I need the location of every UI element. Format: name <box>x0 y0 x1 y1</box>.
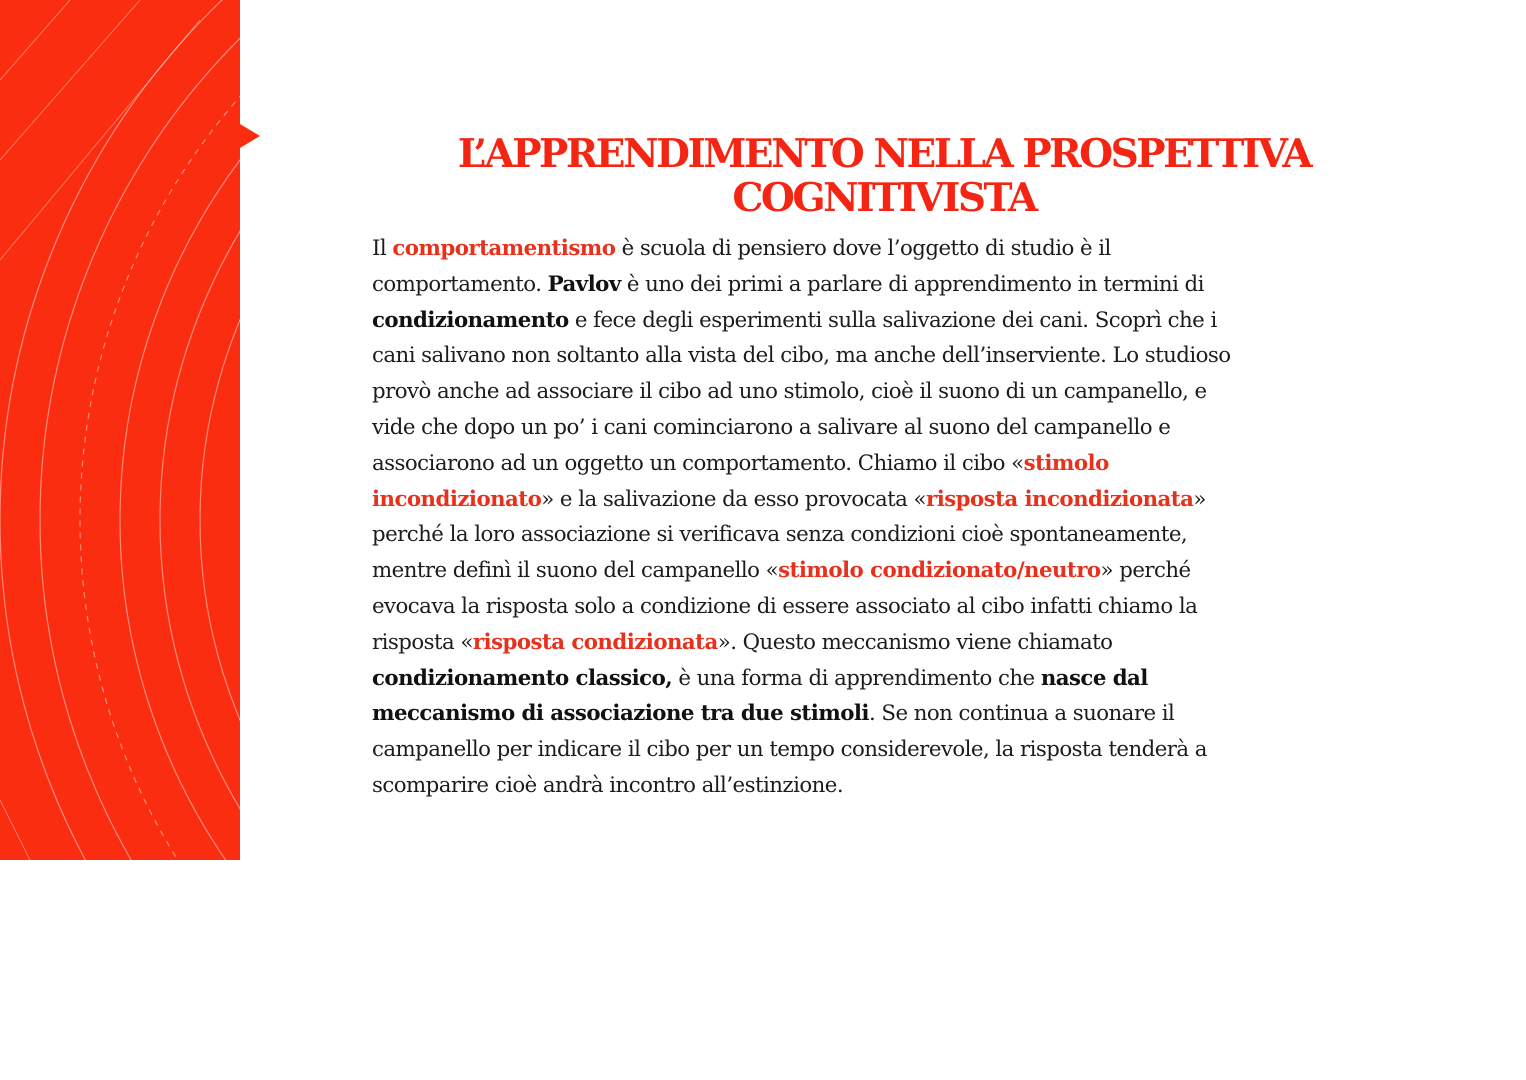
text-line: vide che dopo un po’ i cani cominciarono a salivare al suono del campanello e <box>372 414 1171 440</box>
term-stimolo-incondizionato-cont: incondizionato <box>372 486 542 512</box>
text-line: evocava la risposta solo a condizione di essere associato al cibo infatti chiamo la <box>372 593 1198 619</box>
term-meccanismo-associazione: meccanismo di associazione tra due stimoli <box>372 701 869 727</box>
text-line: campanello per indicare il cibo per un tempo considerevole, la risposta tenderà a <box>372 737 1207 763</box>
text-line: condizionamento e fece degli esperimenti sulla salivazione dei cani. Scoprì che i <box>372 307 1217 333</box>
text-line: mentre definì il suono del campanello «stimolo condizionato/neutro» perché <box>372 558 1191 584</box>
term-comportamentismo: comportamentismo <box>392 236 616 261</box>
text-line: associarono ad un oggetto un comportamento. Chiamo il cibo «stimolo <box>372 450 1109 476</box>
text-line: risposta «risposta condizionata». Questo meccanismo viene chiamato <box>372 629 1113 655</box>
text-line: meccanismo di associazione tra due stimoli. Se non continua a suonare il <box>372 701 1175 727</box>
term-stimolo-condizionato: stimolo condizionato/neutro <box>778 558 1101 584</box>
text-line: perché la loro associazione si verificava senza condizioni cioè spontaneamente, <box>372 522 1188 548</box>
term-nasce-dal: nasce dal <box>1040 665 1148 691</box>
decorative-red-panel <box>0 0 240 860</box>
text-line: condizionamento classico, è una forma di apprendimento che nasce dal <box>372 665 1148 691</box>
term-risposta-condizionata: risposta condizionata <box>472 629 718 655</box>
body-paragraph <box>372 231 1412 804</box>
text-line: Il comportamentismo è scuola di pensiero dove l’oggetto di studio è il <box>372 236 1111 261</box>
text-line: scomparire cioè andrà incontro all’estinzione. <box>372 772 844 798</box>
page-title <box>330 132 1438 220</box>
term-stimolo-incondizionato: stimolo <box>1023 450 1109 476</box>
text-line: cani salivano non soltanto alla vista del cibo, ma anche dell’inserviente. Lo studioso <box>372 343 1231 369</box>
decorative-arcs <box>0 0 240 860</box>
text-line: provò anche ad associare il cibo ad uno stimolo, cioè il suono di un campanello, e <box>372 379 1207 405</box>
pointer-arrow <box>240 124 260 148</box>
term-condizionamento: condizionamento <box>372 307 569 333</box>
text-line: incondizionato» e la salivazione da esso provocata «risposta incondizionata» <box>372 486 1206 512</box>
title-line-1: L’APPRENDIMENTO NELLA PROSPETTIVA <box>457 131 1311 177</box>
text-line: comportamento. Pavlov è uno dei primi a parlare di apprendimento in termini di <box>372 271 1204 297</box>
title-line-2: COGNITIVISTA <box>732 175 1036 221</box>
term-pavlov: Pavlov <box>547 271 621 297</box>
term-risposta-incondizionata: risposta incondizionata <box>926 486 1194 512</box>
term-condizionamento-classico: condizionamento classico, <box>372 665 673 691</box>
